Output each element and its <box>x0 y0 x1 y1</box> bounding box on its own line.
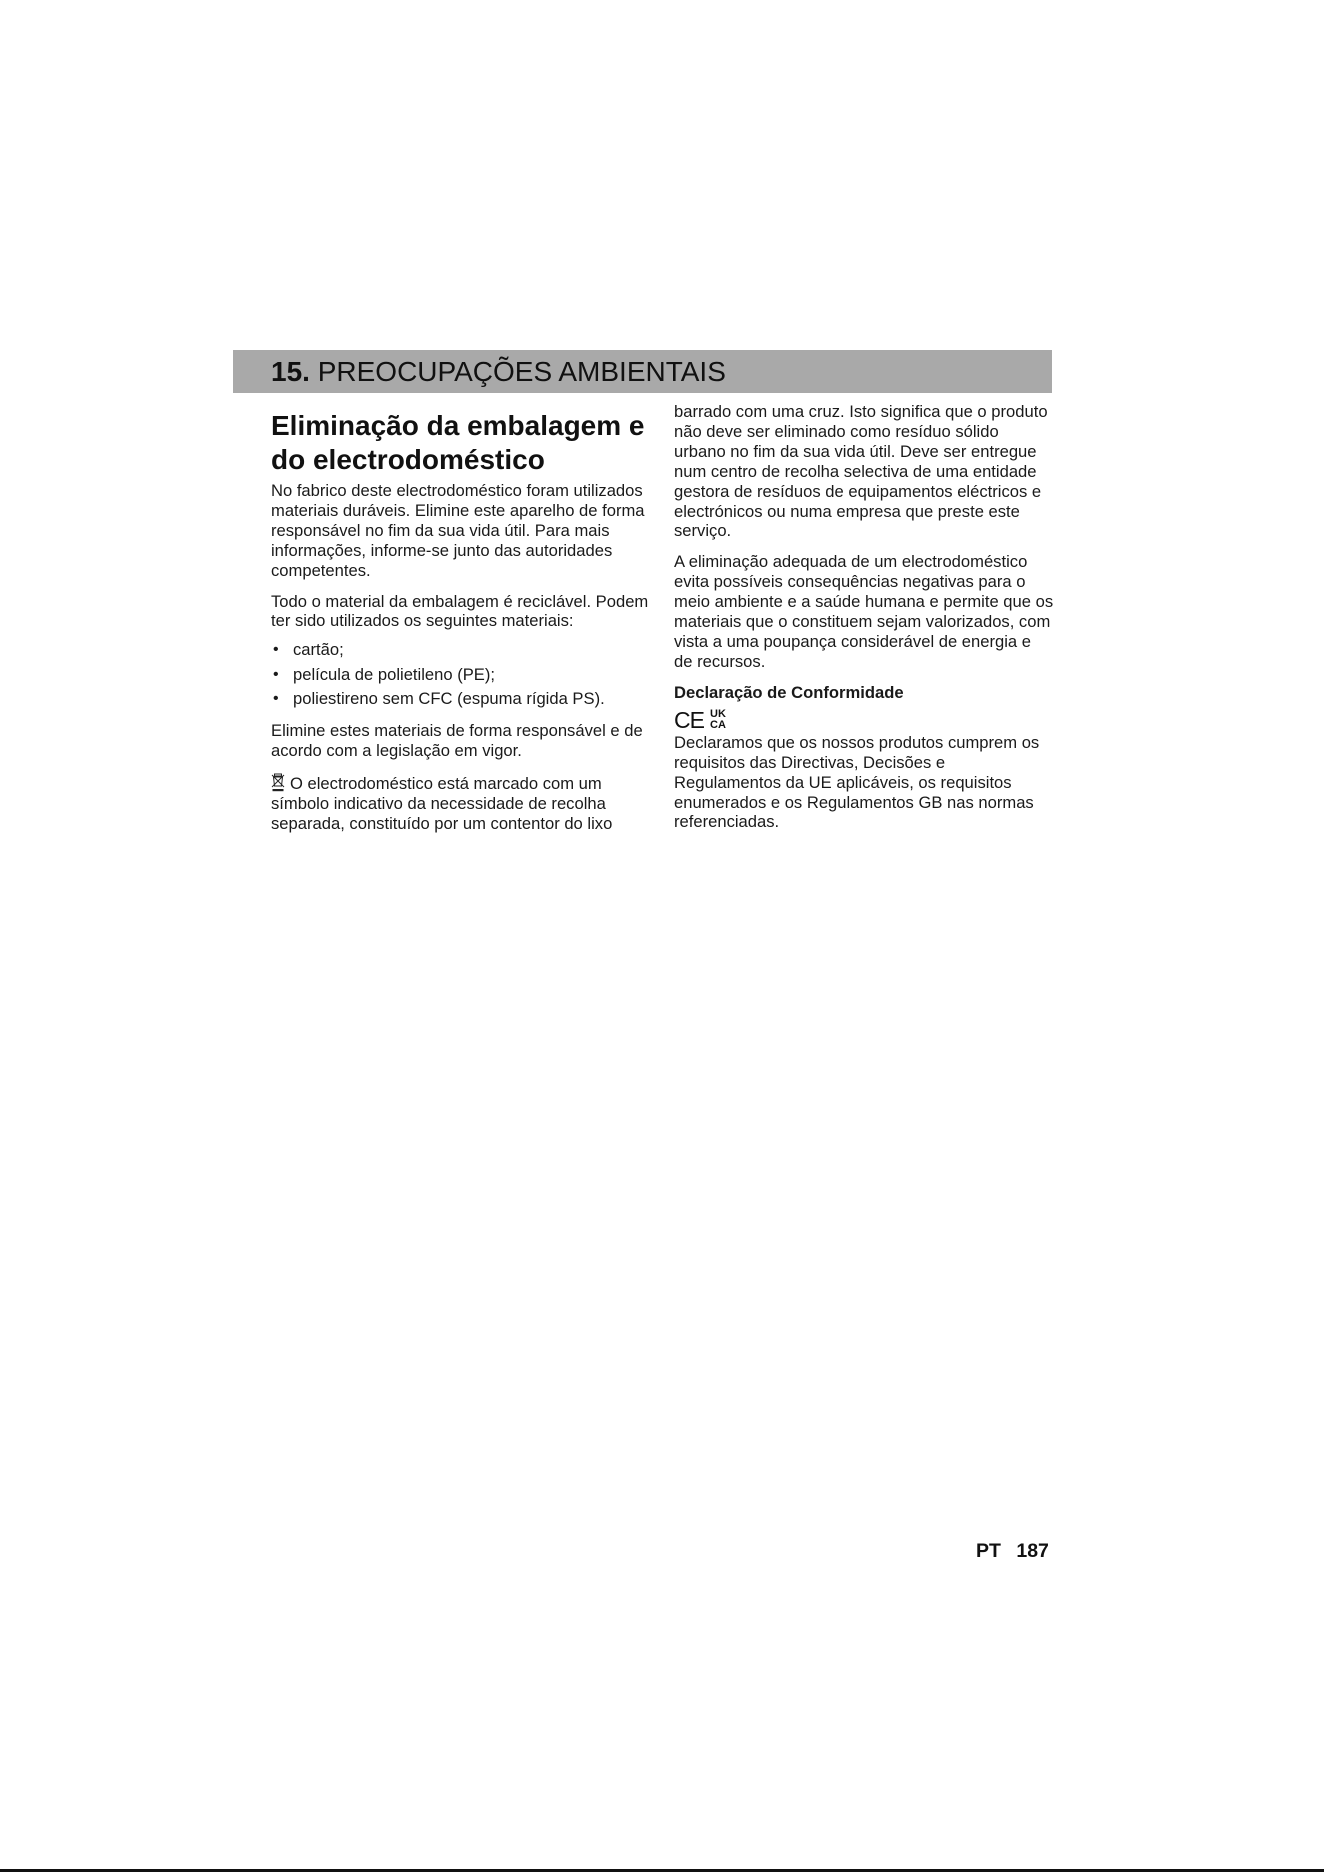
ukca-mark-top: UK <box>710 707 726 720</box>
paragraph-weee: O electrodoméstico está marcado com um símbolo indicativo da necessidade de recolha separada, constituído por um contentor do lixo <box>271 773 613 833</box>
disposal-heading: Eliminação da embalagem e do electrodoméstico <box>271 410 645 475</box>
paragraph-declaration: Declaramos que os nossos produtos cumprem os requisitos das Directivas, Decisões e Regulamentos da UE aplicáveis, os requisitos enumerados e os Regulamentos GB nas normas referenciadas. <box>674 732 1040 832</box>
list-item: • película de polietileno (PE); <box>273 664 496 684</box>
paragraph-packaging: Todo o material da embalagem é reciclável. Podem ter sido utilizados os seguintes materiais: <box>271 591 649 631</box>
section-title: PREOCUPAÇÕES AMBIENTAIS <box>317 356 726 387</box>
list-item: • poliestireno sem CFC (espuma rígida PS). <box>273 689 605 709</box>
bullet-icon: • <box>273 690 279 708</box>
language-code: PT <box>976 1540 1001 1562</box>
left-column <box>271 402 653 845</box>
ce-ukca-marks <box>674 707 736 731</box>
section-header <box>233 350 1052 393</box>
ce-mark-icon: CE <box>674 706 704 731</box>
bullet-icon: • <box>273 665 279 683</box>
bullet-icon: • <box>273 641 279 659</box>
ukca-mark-bottom: CA <box>710 718 726 731</box>
right-column <box>674 402 1054 843</box>
paragraph-crossed-bin: barrado com uma cruz. Isto significa que o produto não deve ser eliminado como resíduo sólido urbano no fim da sua vida útil. Deve ser entregue num centro de recolha selectiva de uma entidade gestora de resíduos de equipamentos eléctricos e electrónicos ou numa empresa que preste este serviço. <box>674 402 1048 541</box>
materials-list <box>271 640 653 709</box>
paragraph-dispose-responsibly: Elimine estes materiais de forma responsável e de acordo com a legislação em vigor. <box>271 721 643 760</box>
page-footer <box>976 1540 1049 1563</box>
list-item: • cartão; <box>273 640 344 660</box>
paragraph-proper-disposal: A eliminação adequada de um electrodoméstico evita possíveis consequências negativas para o meio ambiente e a saúde humana e permite que os materiais que o constituem sejam valorizados, com vista a uma poupança considerável de energia e de recursos. <box>674 552 1054 671</box>
page-number: 187 <box>1016 1540 1049 1562</box>
paragraph-durable-materials: No fabrico deste electrodoméstico foram utilizados materiais duráveis. Elimine este aparelho de forma responsável no fim da sua vida útil. Para mais informações, informe-se junto das autoridades competentes. <box>271 481 645 580</box>
declaration-heading: Declaração de Conformidade <box>674 682 904 702</box>
section-number: 15. <box>271 356 310 387</box>
crossed-bin-icon <box>271 772 285 792</box>
